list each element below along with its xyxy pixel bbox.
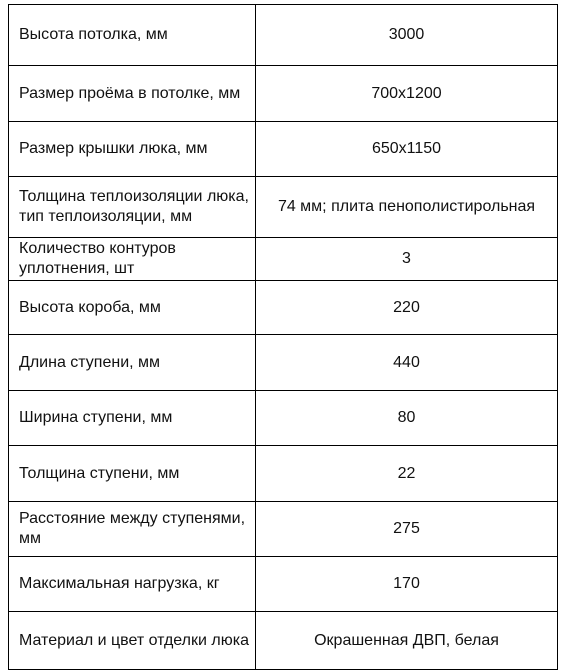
value-cell [256, 281, 558, 335]
specifications-table-body [9, 5, 558, 670]
table-row [9, 5, 558, 66]
parameter-value: 440 [393, 353, 420, 371]
value-cell [256, 557, 558, 612]
parameter-label: Количество контуров уплотнения, шт [19, 240, 176, 277]
table-row [9, 391, 558, 446]
parameter-label: Толщина теплоизоляции люка, тип теплоизоляции, мм [19, 188, 249, 225]
parameter-label: Толщина ступени, мм [19, 464, 180, 482]
value-cell [256, 66, 558, 122]
parameter-cell [9, 391, 256, 446]
parameter-cell [9, 122, 256, 177]
parameter-cell [9, 238, 256, 281]
parameter-value: 650x1150 [371, 140, 442, 157]
table-row [9, 446, 558, 502]
parameter-label: Расстояние между ступенями, мм [19, 510, 246, 547]
table-row [9, 612, 558, 670]
parameter-value: 22 [397, 464, 416, 482]
parameter-cell [9, 281, 256, 335]
table-row [9, 177, 558, 238]
parameter-label: Длина ступени, мм [19, 353, 161, 371]
parameter-cell [9, 446, 256, 502]
parameter-value: 275 [393, 520, 420, 537]
table-row [9, 281, 558, 335]
table-row [9, 557, 558, 612]
parameter-cell [9, 502, 256, 557]
parameter-value: 220 [393, 298, 420, 316]
table-row [9, 335, 558, 391]
parameter-label: Высота потолка, мм [19, 26, 168, 43]
value-cell [256, 446, 558, 502]
parameter-value: 3000 [388, 26, 425, 43]
table-row [9, 66, 558, 122]
parameter-cell [9, 5, 256, 66]
parameter-label: Ширина ступени, мм [19, 409, 173, 426]
value-cell [256, 122, 558, 177]
parameter-value: 74 мм; плита пенополистирольная [277, 198, 536, 215]
value-cell [256, 5, 558, 66]
parameter-cell [9, 66, 256, 122]
value-cell [256, 502, 558, 557]
parameter-label: Высота короба, мм [19, 298, 161, 316]
parameter-value: 170 [393, 575, 420, 592]
parameter-label: Размер крышки люка, мм [19, 140, 208, 157]
parameter-cell [9, 177, 256, 238]
value-cell [256, 238, 558, 281]
parameter-value: 700x1200 [371, 84, 442, 102]
value-cell [256, 391, 558, 446]
parameter-value: Окрашенная ДВП, белая [314, 631, 499, 649]
value-cell [256, 612, 558, 670]
parameter-cell [9, 557, 256, 612]
table-row [9, 502, 558, 557]
parameter-label: Размер проёма в потолке, мм [19, 84, 241, 102]
parameter-cell [9, 612, 256, 670]
table-row [9, 122, 558, 177]
value-cell [256, 177, 558, 238]
parameter-cell [9, 335, 256, 391]
value-cell [256, 335, 558, 391]
parameter-label: Максимальная нагрузка, кг [19, 575, 220, 592]
parameter-value: 3 [402, 250, 411, 267]
specifications-table [8, 4, 558, 670]
parameter-label: Материал и цвет отделки люка [19, 631, 249, 649]
table-row [9, 238, 558, 281]
parameter-value: 80 [397, 409, 416, 426]
